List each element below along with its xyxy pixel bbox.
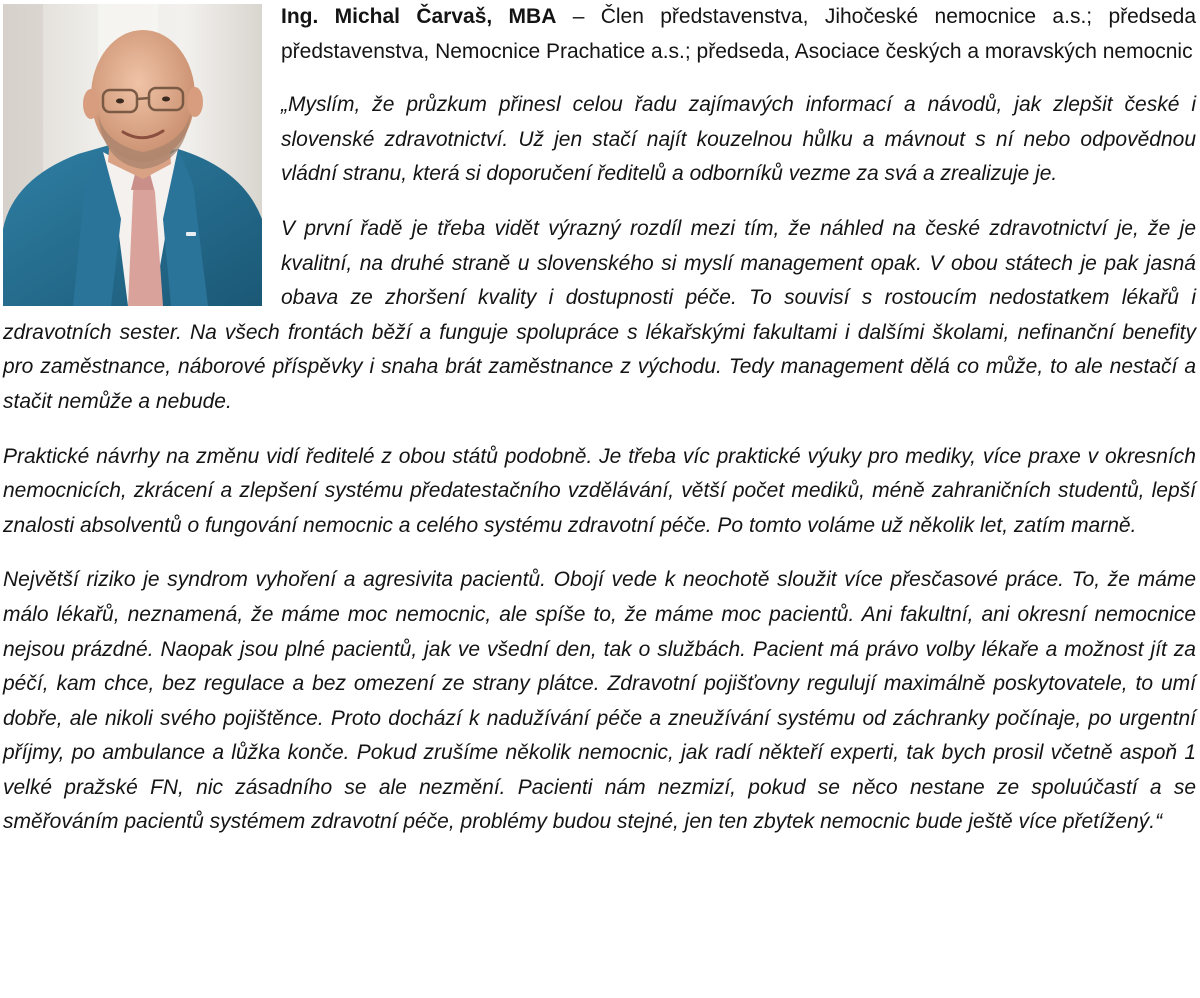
quote-paragraph-2: V první řadě je třeba vidět výrazný rozdíl mezi tím, že náhled na české zdravotnictví je, že je kvalitní, na druhé straně u slovenského si myslí management opak. V obou státech je pak jasná obava ze zhoršení kvality i dostupnosti péče. To souvisí s rostoucím nedostatkem lékařů i zdravotních sester. Na všech frontách běží a funguje spolupráce s lékařskými fakultami i dalšími školami, nefinanční benefity pro zaměstnance, náborové příspěvky i snaha brát zaměstnance z východu. Tedy management dělá co může, to ale nestačí a stačit nemůže a nebude. <box>3 216 1196 413</box>
quote-paragraph-4: Největší riziko je syndrom vyhoření a agresivita pacientů. Obojí vede k neochotě sloužit více přesčasové práce. To, že máme málo lékařů, neznamená, že máme moc nemocnic, ale spíše to, že máme moc pacientů. Ani fakultní, ani okresní nemocnice nejsou prázdné. Naopak jsou plné pacientů, jak ve všední den, tak o službách. Pacient má právo volby lékaře a možnost jít za péčí, kam chce, bez regulace a bez omezení ze strany plátce. Zdravotní pojišťovny regulují maximálně poskytovatele, to umí dobře, ale nikoli svého pojištěnce. Proto dochází k nadužívání péče a zneužívání systému od záchranky počínaje, po urgentní příjmy, po ambulance a lůžka konče. Pokud zrušíme několik nemocnic, jak radí někteří experti, tak bych prosil včetně aspoň 1 velké pražské FN, nic zásadního se ale nezmění. Pacienti nám nezmizí, pokud se něco nestane ze spoluúčastí a se směřováním pacientů systémem zdravotní péče, problémy budou stejné, jen ten zbytek nemocnic bude ještě více přetížený.“ <box>3 568 1196 834</box>
portrait-photo <box>3 4 262 306</box>
speaker-name: Ing. Michal Čarvaš, MBA <box>281 5 557 28</box>
quote-paragraph-1: „Myslím, že průzkum přinesl celou řadu zajímavých informací a návodů, jak zlepšit české i slovenské zdravotnictví. Už jen stačí najít kouzelnou hůlku a mávnout s ní nebo odpovědnou vládní stranu, která si doporučení ředitelů a odborníků vezme za svá a zrealizuje je. <box>281 93 1196 186</box>
speaker-title: – Člen představenstva, Jihočeské nemocnice a.s.; předseda představenstva, Nemocnice Prachatice a.s.; předseda, Asociace českých a moravských nemocnic <box>281 5 1197 63</box>
portrait-illustration <box>3 4 262 306</box>
quote-paragraph-3: Praktické návrhy na změnu vidí ředitelé z obou států podobně. Je třeba víc praktické výuky pro mediky, více praxe v okresních nemocnicích, zkrácení a zlepšení systému předatestačního vzdělávání, větší počet mediků, méně zahraničních studentů, lepší znalosti absolventů o fungování nemocnic a celého systému zdravotní péče. Po tomto voláme už několik let, zatím marně. <box>3 444 1196 537</box>
